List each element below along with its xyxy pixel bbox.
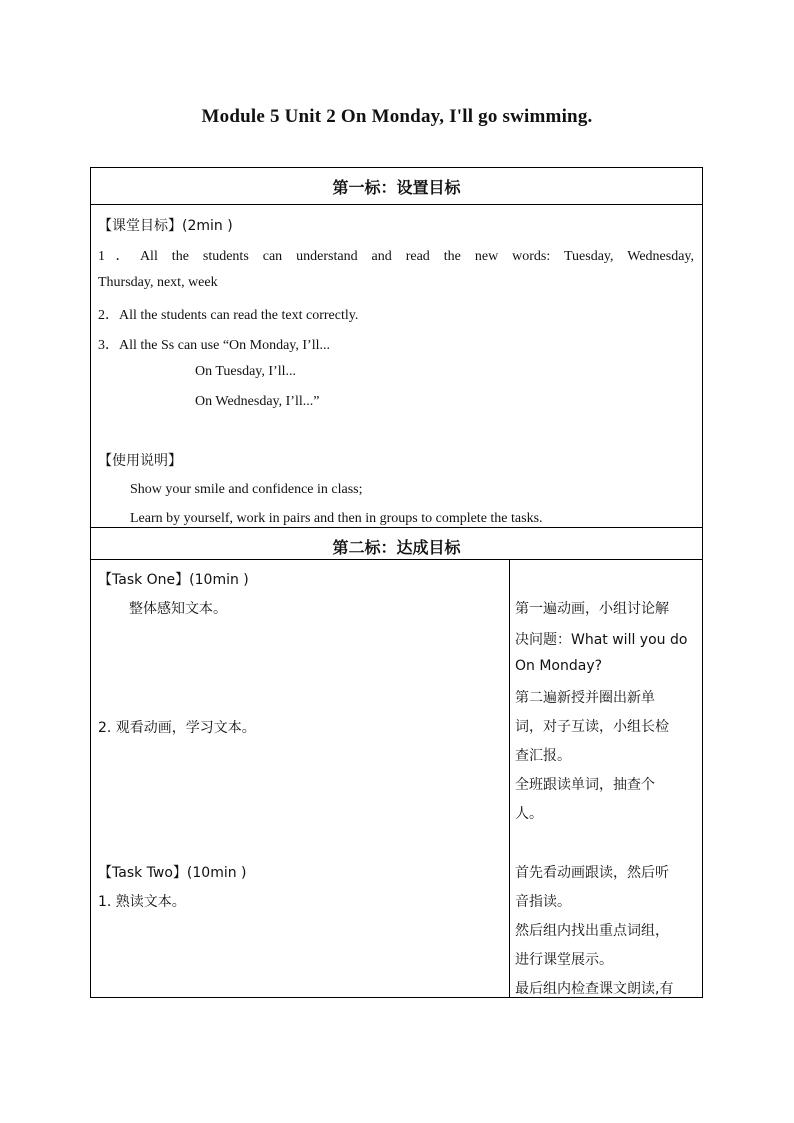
row-divider xyxy=(91,527,702,528)
row-divider xyxy=(91,204,702,205)
note-line: 人。 xyxy=(515,806,543,822)
goal-3-line-2: On Tuesday, I’ll... xyxy=(195,364,296,379)
goal-3-line-1: 3．All the Ss can use “On Monday, I’ll... xyxy=(98,338,330,353)
lesson-table xyxy=(90,167,703,998)
goal-1-line-1: 1．All the students can understand and read the new words: Tuesday, Wednesday, xyxy=(98,249,694,264)
section1-heading: 第一标：设置目标 xyxy=(332,178,461,197)
note-line: 最后组内检查课文朗读,有 xyxy=(515,981,674,997)
note-line: 词，对子互读，小组长检 xyxy=(515,719,669,735)
note-line: 第一遍动画，小组讨论解 xyxy=(515,601,669,617)
task-one-label: 【Task One】(10min ) xyxy=(98,572,249,588)
section2-heading: 第二标：达成目标 xyxy=(332,538,461,557)
goal-3-line-3: On Wednesday, I’ll...” xyxy=(195,394,320,409)
usage-label: 【使用说明】 xyxy=(98,453,182,469)
task-one-item-1: 整体感知文本。 xyxy=(129,601,227,617)
task-one-item-2: 2. 观看动画，学习文本。 xyxy=(98,720,256,736)
note-line: 音指读。 xyxy=(515,894,571,910)
task-two-label: 【Task Two】(10min ) xyxy=(98,865,247,881)
note-line: 然后组内找出重点词组， xyxy=(515,923,669,939)
note-line: 全班跟读单词，抽查个 xyxy=(515,777,655,793)
class-goals-label: 【课堂目标】(2min ) xyxy=(98,218,233,234)
goal-2: 2．All the students can read the text correctly. xyxy=(98,308,359,323)
goal-1-line-2: Thursday, next, week xyxy=(98,275,218,290)
note-line: 决问题：What will you do xyxy=(515,632,688,648)
note-line: 首先看动画跟读，然后听 xyxy=(515,865,669,881)
note-line: 第二遍新授并圈出新单 xyxy=(515,690,655,706)
column-divider xyxy=(509,559,510,998)
note-line: 查汇报。 xyxy=(515,748,571,764)
task-two-item-1: 1. 熟读文本。 xyxy=(98,894,186,910)
note-line: On Monday? xyxy=(515,658,603,674)
row-divider xyxy=(91,559,702,560)
usage-line-2: Learn by yourself, work in pairs and then in groups to complete the tasks. xyxy=(130,511,543,526)
usage-line-1: Show your smile and confidence in class; xyxy=(130,482,363,497)
document-title: Module 5 Unit 2 On Monday, I'll go swimming. xyxy=(201,106,593,127)
note-line: 进行课堂展示。 xyxy=(515,952,613,968)
